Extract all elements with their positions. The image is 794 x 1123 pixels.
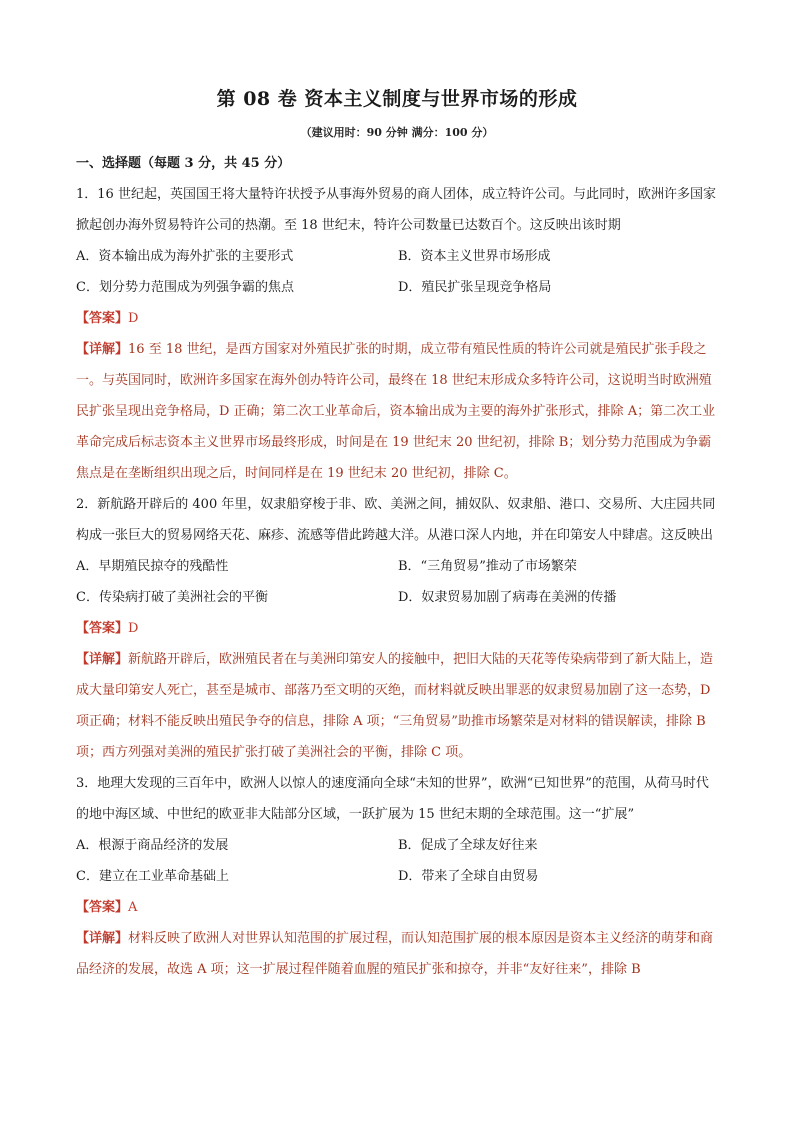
option-a: A．资本输出成为海外扩张的主要形式 <box>76 249 294 264</box>
detail-paragraph <box>76 923 720 985</box>
detail-tag: 【详解】 <box>76 342 129 357</box>
answer-line <box>76 303 720 334</box>
detail-text: 材料反映了欧洲人对世界认知范围的扩展过程，而认知范围扩展的根本原因是资本主义经济的萌芽和商品经济的发展，故选 A 项；这一扩展过程伴随着血腥的殖民扩张和掠夺，并非“友好往来”，排除 B <box>76 931 714 977</box>
option-b: B．促成了全球友好往来 <box>398 838 538 853</box>
question-stem: 2．新航路开辟后的 400 年里，奴隶船穿梭于非、欧、美洲之间，捕奴队、奴隶船、港口、交易所、大庄园共同构成一张巨大的贸易网络天花、麻疹、流感等借此跨越大洋。从港口深人内地，并在印第安人中肆虐。这反映出 <box>76 497 716 543</box>
answer-tag: 【答案】 <box>76 621 129 636</box>
content-body <box>76 148 720 985</box>
detail-text: 16 至 18 世纪，是西方国家对外殖民扩张的时期，成立带有殖民性质的特许公司就是殖民扩张手段之一。与英国同时，欧洲许多国家在海外创办特许公司，最终在 18 世纪末形成众多特许公司，这说明当时欧洲殖民扩张呈现出竞争格局，D 正确；第二次工业革命后，资本输出成为主要的海外扩张形式，排除 A；第二次工业革命完成后标志资本主义世界市场最终形成，时间是在 19 世纪末 20 世纪初，排除 B；划分势力范围成为争霸焦点是在垄断组织出现之后，时间同样是在 19 世纪末 20 世纪初，排除 C。 <box>76 342 716 481</box>
section-title: 一、选择题（每题 3 分，共 45 分） <box>76 156 291 171</box>
answer-tag: 【答案】 <box>76 900 129 915</box>
detail-paragraph <box>76 644 720 768</box>
answer-value: A <box>128 900 138 915</box>
question-3 <box>76 768 720 985</box>
option-d: D．殖民扩张呈现竞争格局 <box>398 280 552 295</box>
question-stem: 1．16 世纪起，英国国王将大量特许状授予从事海外贸易的商人团体，成立特许公司。与此同时，欧洲许多国家掀起创办海外贸易特许公司的热潮。至 18 世纪末，特许公司数量已达数百个。这反映出该时期 <box>76 187 716 233</box>
option-c: C．传染病打破了美洲社会的平衡 <box>76 590 268 605</box>
page-subtitle: （建议用时：90 分钟 满分：100 分） <box>300 126 494 139</box>
option-d: D．带来了全球自由贸易 <box>398 869 539 884</box>
answer-tag: 【答案】 <box>76 311 129 326</box>
question-stem: 3．地理大发现的三百年中，欧洲人以惊人的速度涌向全球“未知的世界”，欧洲“已知世界”的范围，从荷马时代的地中海区域、中世纪的欧亚非大陆部分区域，一跃扩展为 15 世纪末期的全球范围。这一“扩展” <box>76 776 709 822</box>
option-list <box>76 551 720 613</box>
option-a: A．根源于商品经济的发展 <box>76 838 229 853</box>
option-b: B．资本主义世界市场形成 <box>398 249 551 264</box>
option-list <box>76 241 720 303</box>
option-c: C．划分势力范围成为列强争霸的焦点 <box>76 280 294 295</box>
option-c: C．建立在工业革命基础上 <box>76 869 229 884</box>
detail-text: 新航路开辟后，欧洲殖民者在与美洲印第安人的接触中，把旧大陆的天花等传染病带到了新大陆上，造成大量印第安人死亡，甚至是城市、部落乃至文明的灭绝，而材料就反映出罪恶的奴隶贸易加剧了这一态势，D 项正确；材料不能反映出殖民争夺的信息，排除 A 项；“三角贸易”助推市场繁荣是对材料的错误解读，排除 B 项；西方列强对美洲的殖民扩张打破了美洲社会的平衡，排除 C 项。 <box>76 652 714 760</box>
answer-value: D <box>128 621 139 636</box>
answer-value: D <box>128 311 139 326</box>
option-b: B．“三角贸易”推动了市场繁荣 <box>398 559 577 574</box>
answer-line <box>76 892 720 923</box>
option-d: D．奴隶贸易加剧了病毒在美洲的传播 <box>398 590 617 605</box>
answer-line <box>76 613 720 644</box>
detail-tag: 【详解】 <box>76 652 129 667</box>
question-2 <box>76 489 720 768</box>
question-1 <box>76 179 720 489</box>
option-list <box>76 830 720 892</box>
detail-tag: 【详解】 <box>76 931 129 946</box>
option-a: A．早期殖民掠夺的残酷性 <box>76 559 229 574</box>
page-title: 第 08 卷 资本主义制度与世界市场的形成 <box>216 88 578 110</box>
detail-paragraph <box>76 334 720 489</box>
